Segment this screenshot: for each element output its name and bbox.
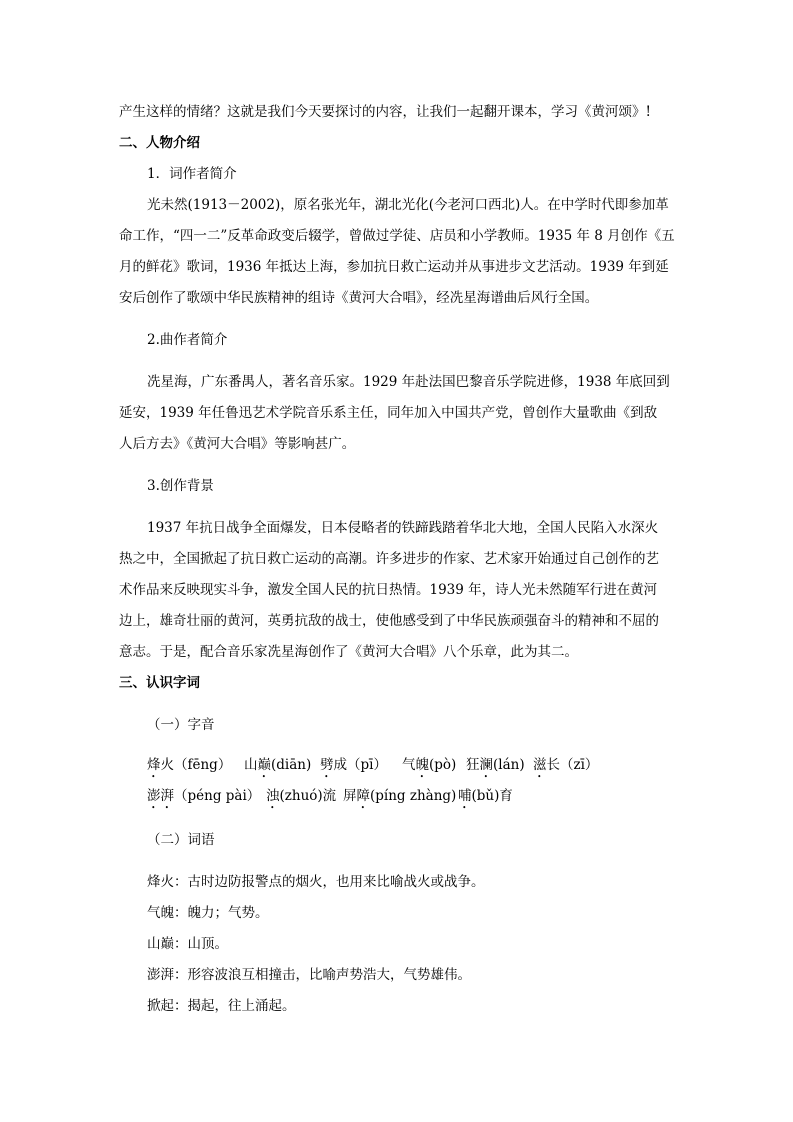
pinyin-reading: (píng zhàng) (370, 788, 457, 804)
pinyin-item (343, 788, 456, 804)
pinyin-row (147, 787, 260, 812)
pinyin-char: 气 (402, 757, 416, 773)
pinyin-char-emphasis: 澜 (479, 757, 493, 773)
pinyin-char: 山 (244, 757, 258, 773)
pinyin-reading: (lán) (493, 757, 525, 773)
pinyin-row (320, 756, 387, 781)
pinyin-item (147, 757, 231, 773)
pinyin-char: 屏 (343, 788, 357, 804)
pinyin-row (343, 787, 456, 812)
pinyin-reading: 成（pī） (333, 757, 387, 773)
composer-line: 延安，1939 年任鲁迅艺术学院音乐系主任，同年加入中国共产党，曾创作大量歌曲《到敌 (119, 405, 658, 421)
pinyin-row (244, 756, 311, 781)
pinyin-reading: 火（fēng） (160, 757, 232, 773)
pinyin-item (466, 757, 525, 773)
background-line: 热之中，全国掀起了抗日救亡运动的高潮。许多进步的作家、艺术家开始通过自己创作的艺 (119, 551, 659, 567)
background-line: 边上，雄奇壮丽的黄河，英勇抗敌的战士，使他感受到了中华民族顽强奋斗的精神和不屈的 (119, 613, 659, 629)
composer-line: 人后方去》《黄河大合唱》等影响甚广。 (119, 436, 356, 452)
background-line: 术作品来反映现实斗争，激发全国人民的抗日热情。1939 年，诗人光未然随军行进在黄河 (119, 582, 658, 598)
vocab-item: 掀起：揭起，往上涌起。 (147, 998, 296, 1014)
pinyin-reading: （péng pài） (174, 788, 261, 804)
sub-heading-vocabulary: （二）词语 (147, 832, 215, 848)
pinyin-reading: (diān) (271, 757, 312, 773)
pinyin-reading: (pò) (429, 757, 457, 773)
pinyin-reading: (bǔ)育 (471, 788, 513, 804)
pinyin-item (458, 788, 513, 804)
pinyin-char-emphasis: 劈 (320, 757, 334, 773)
pinyin-item (244, 757, 311, 773)
pinyin-char-emphasis: 滋 (533, 757, 547, 773)
sub-heading-composer: 2.曲作者简介 (147, 332, 228, 348)
pinyin-item (147, 788, 260, 804)
pinyin-row (147, 756, 231, 781)
section-2-heading: 二、人物介绍 (119, 135, 200, 151)
pinyin-row (533, 756, 598, 781)
pinyin-item (402, 757, 456, 773)
lyricist-line: 命工作，“四一二”反革命政变后辍学，曾做过学徒、店员和小学教师。1935 年 8 月创作《五 (119, 228, 675, 244)
pinyin-char-emphasis: 澎湃 (147, 788, 174, 804)
pinyin-char-emphasis: 烽 (147, 757, 161, 773)
pinyin-row (466, 756, 525, 781)
sub-heading-background: 3.创作背景 (147, 478, 214, 494)
pinyin-reading: 长（zī） (546, 757, 599, 773)
pinyin-item (320, 757, 387, 773)
pinyin-char-emphasis: 哺 (458, 788, 472, 804)
vocab-item: 气魄：魄力；气势。 (147, 905, 269, 921)
composer-line: 冼星海，广东番禺人，著名音乐家。1929 年赴法国巴黎音乐学院进修，1938 年底回到 (147, 374, 670, 390)
lyricist-line: 安后创作了歌颂中华民族精神的组诗《黄河大合唱》，经冼星海谱曲后风行全国。 (119, 290, 599, 306)
pinyin-char-emphasis: 巅 (257, 757, 271, 773)
sub-heading-pronunciation: （一）字音 (147, 717, 215, 733)
background-line: 1937 年抗日战争全面爆发，日本侵略者的铁蹄践踏着华北大地，全国人民陷入水深火 (147, 520, 659, 536)
background-line: 意志。于是，配合音乐家冼星海创作了《黄河大合唱》八个乐章，此为其二。 (119, 644, 578, 660)
pinyin-reading: (zhuó)流 (279, 788, 337, 804)
intro-tail-line: 产生这样的情绪？这就是我们今天要探讨的内容，让我们一起翻开课本，学习《黄河颂》! (119, 104, 651, 120)
section-3-heading: 三、认识字词 (119, 675, 200, 691)
vocab-item: 烽火：古时边防报警点的烟火，也用来比喻战火或战争。 (147, 874, 485, 890)
pinyin-item (266, 788, 336, 804)
pinyin-char-emphasis: 浊 (266, 788, 280, 804)
pinyin-item (533, 757, 598, 773)
lyricist-line: 光未然(1913－2002)，原名张光年，湖北光化(今老河口西北)人。在中学时代即参加革 (147, 197, 669, 213)
lyricist-line: 月的鲜花》歌词，1936 年抵达上海，参加抗日救亡运动并从事进步文艺活动。1939 年到延 (119, 259, 669, 275)
pinyin-row (458, 787, 513, 812)
sub-heading-lyricist: 1．词作者简介 (147, 166, 237, 182)
pinyin-row (402, 756, 456, 781)
vocab-item: 澎湃：形容波浪互相撞击，比喻声势浩大，气势雄伟。 (147, 967, 471, 983)
pinyin-char-emphasis: 障 (356, 788, 370, 804)
pinyin-char-emphasis: 魄 (415, 757, 429, 773)
vocab-item: 山巅：山顶。 (147, 936, 228, 952)
pinyin-row (266, 787, 336, 812)
pinyin-char: 狂 (466, 757, 480, 773)
